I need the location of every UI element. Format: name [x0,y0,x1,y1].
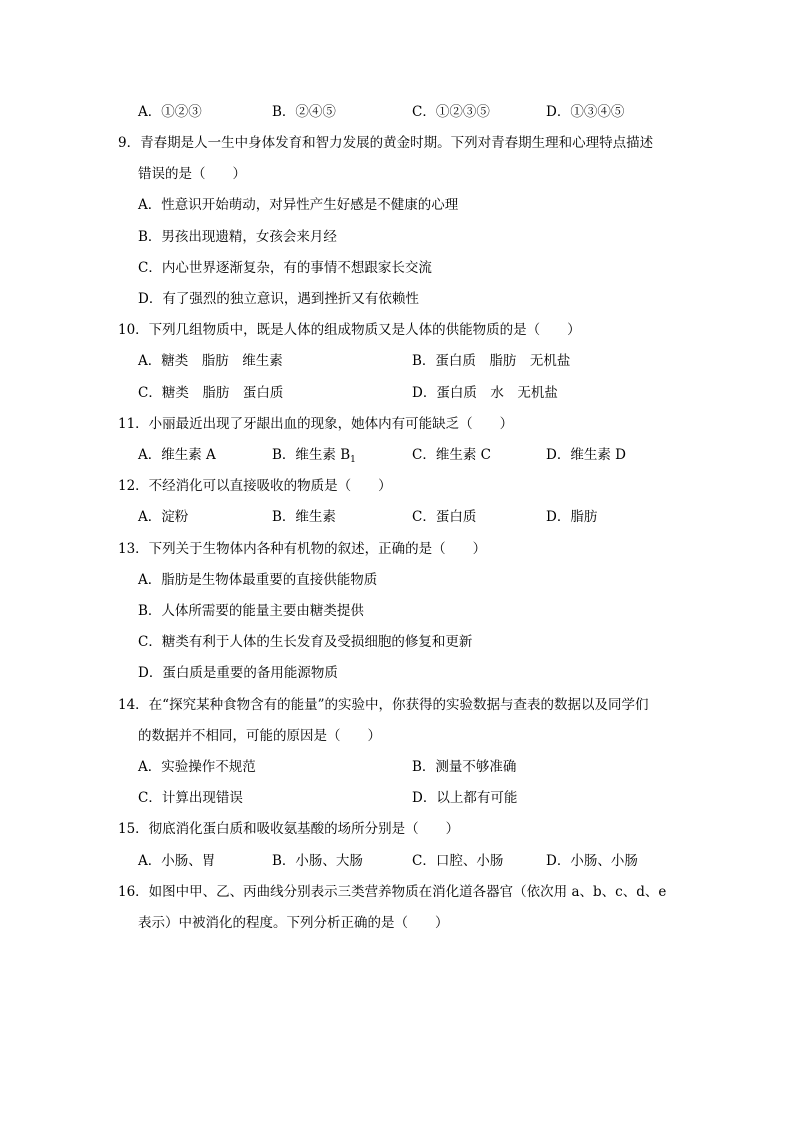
q12-option-a: A．淀粉 [138,509,189,525]
q10-stem: 10．下列几组物质中，既是人体的组成物质又是人体的供能物质的是（ ） [118,322,581,338]
q14-option-c: C．计算出现错误 [138,790,243,806]
q12-stem: 12．不经消化可以直接吸收的物质是（ ） [118,478,392,494]
q10-option-c: C．糖类 脂肪 蛋白质 [138,385,284,401]
q15-option-a: A．小肠、胃 [138,853,216,869]
q13-option-b: B．人体所需要的能量主要由糖类提供 [138,603,364,619]
q13-option-d: D．蛋白质是重要的备用能源物质 [138,665,338,681]
q11-option-b-wrap [272,446,356,469]
q11-option-c: C．维生素 C [412,447,491,463]
q15-option-d: D．小肠、小肠 [546,853,638,869]
q15-option-b: B．小肠、大肠 [272,853,363,869]
q9-option-d: D．有了强烈的独立意识，遇到挫折又有依赖性 [138,291,419,307]
q8-option-a: A．①②③ [138,104,202,120]
q10-option-a: A．糖类 脂肪 维生素 [138,353,283,369]
q13-stem: 13．下列关于生物体内各种有机物的叙述，正确的是（ ） [118,541,487,557]
q14-stem-line1: 14．在“探究某种食物含有的能量”的实验中，你获得的实验数据与查表的数据以及同学们 [118,697,649,713]
q15-stem: 15．彻底消化蛋白质和吸收氨基酸的场所分别是（ ） [118,821,460,837]
q16-stem-line1: 16．如图中甲、乙、丙曲线分别表示三类营养物质在消化道各器官（依次用 a、b、c、d、e [118,884,667,900]
q14-stem-line2: 的数据并不相同，可能的原因是（ ） [138,728,381,744]
q14-option-d: D．以上都有可能 [412,790,518,806]
q8-option-b: B．②④⑤ [272,104,336,120]
q12-option-c: C．蛋白质 [412,509,477,525]
q8-option-d: D．①③④⑤ [546,104,625,120]
q12-option-d: D．脂肪 [546,509,598,525]
q14-option-b: B．测量不够准确 [412,759,517,775]
q9-stem-line1: 9．青春期是人一生中身体发育和智力发展的黄金时期。下列对青春期生理和心理特点描述 [118,135,654,151]
q13-option-c: C．糖类有利于人体的生长发育及受损细胞的修复和更新 [138,634,473,650]
q13-option-a: A．脂肪是生物体最重要的直接供能物质 [138,572,378,588]
q10-option-b: B．蛋白质 脂肪 无机盐 [412,353,571,369]
q10-option-d: D．蛋白质 水 无机盐 [412,385,558,401]
q14-option-a: A．实验操作不规范 [138,759,256,775]
q11-option-b-subscript: 1 [350,455,356,465]
q11-option-b: B．维生素 B [272,447,351,463]
q11-stem: 11．小丽最近出现了牙龈出血的现象，她体内有可能缺乏（ ） [118,416,514,432]
q9-stem-line2: 错误的是（ ） [138,166,246,182]
q11-option-d: D．维生素 D [546,447,626,463]
q16-stem-line2: 表示）中被消化的程度。下列分析正确的是（ ） [138,915,449,931]
q15-option-c: C．口腔、小肠 [412,853,504,869]
q8-option-c: C．①②③⑤ [412,104,490,120]
q9-option-c: C．内心世界逐渐复杂，有的事情不想跟家长交流 [138,260,432,276]
q12-option-b: B．维生素 [272,509,336,525]
q9-option-a: A．性意识开始萌动，对异性产生好感是不健康的心理 [138,197,459,213]
q9-option-b: B．男孩出现遗精，女孩会来月经 [138,229,337,245]
q11-option-a: A．维生素 A [138,447,216,463]
